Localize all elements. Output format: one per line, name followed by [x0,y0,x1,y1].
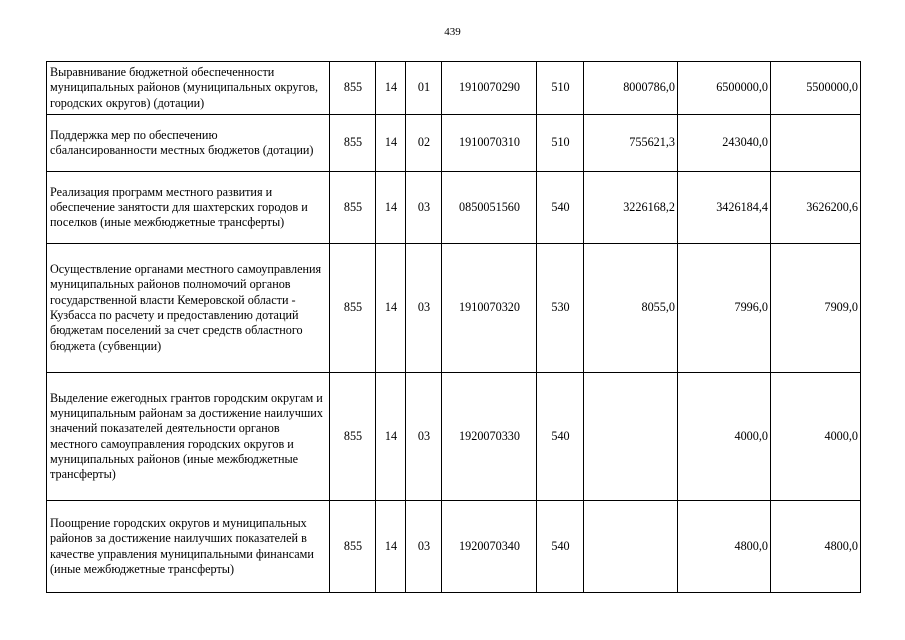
amount-year2-cell: 4000,0 [678,373,771,501]
target-item-code-cell: 1910070320 [442,244,537,373]
target-item-code-cell: 1910070290 [442,62,537,115]
row-name-cell: Поощрение городских округов и муниципальных районов за достижение наилучших показателей в качестве управления муниципальными финансами (иные межбюджетные трансферты) [47,501,330,593]
section-code-cell: 14 [376,172,406,244]
target-item-code-cell: 1920070330 [442,373,537,501]
amount-year2-cell: 6500000,0 [678,62,771,115]
ministry-code-cell: 855 [330,373,376,501]
subsection-code-cell: 03 [406,501,442,593]
row-name-cell: Поддержка мер по обеспечению сбалансированности местных бюджетов (дотации) [47,115,330,172]
section-code-cell: 14 [376,501,406,593]
amount-year3-cell: 5500000,0 [771,62,861,115]
expense-type-code-cell: 530 [537,244,584,373]
amount-year3-cell [771,115,861,172]
expense-type-code-cell: 510 [537,115,584,172]
amount-year2-cell: 7996,0 [678,244,771,373]
budget-table [46,61,861,593]
amount-year1-cell [584,501,678,593]
amount-year2-cell: 4800,0 [678,501,771,593]
amount-year3-cell: 4000,0 [771,373,861,501]
target-item-code-cell: 0850051560 [442,172,537,244]
table-row [47,501,861,593]
section-code-cell: 14 [376,115,406,172]
expense-type-code-cell: 540 [537,373,584,501]
ministry-code-cell: 855 [330,244,376,373]
section-code-cell: 14 [376,62,406,115]
row-name-cell: Выравнивание бюджетной обеспеченности муниципальных районов (муниципальных округов, городских округов) (дотации) [47,62,330,115]
amount-year3-cell: 4800,0 [771,501,861,593]
subsection-code-cell: 03 [406,373,442,501]
amount-year1-cell [584,373,678,501]
table-row [47,172,861,244]
row-name-cell: Выделение ежегодных грантов городским округам и муниципальным районам за достижение наилучших значений показателей деятельности органов местного самоуправления городских округов и муниципальных районов (иные межбюджетные трансферты) [47,373,330,501]
ministry-code-cell: 855 [330,115,376,172]
table-row [47,115,861,172]
amount-year3-cell: 3626200,6 [771,172,861,244]
row-name-cell: Реализация программ местного развития и обеспечение занятости для шахтерских городов и поселков (иные межбюджетные трансферты) [47,172,330,244]
expense-type-code-cell: 540 [537,501,584,593]
section-code-cell: 14 [376,373,406,501]
ministry-code-cell: 855 [330,501,376,593]
amount-year1-cell: 8000786,0 [584,62,678,115]
subsection-code-cell: 03 [406,244,442,373]
amount-year2-cell: 3426184,4 [678,172,771,244]
amount-year1-cell: 8055,0 [584,244,678,373]
table-row [47,373,861,501]
amount-year2-cell: 243040,0 [678,115,771,172]
ministry-code-cell: 855 [330,62,376,115]
page-number: 439 [444,26,461,38]
expense-type-code-cell: 510 [537,62,584,115]
row-name-cell: Осуществление органами местного самоуправления муниципальных районов полномочий органов государственной власти Кемеровской области - Кузбасса по расчету и предоставлению дотаций бюджетам поселений за счет средств областного бюджета (субвенции) [47,244,330,373]
subsection-code-cell: 02 [406,115,442,172]
target-item-code-cell: 1910070310 [442,115,537,172]
ministry-code-cell: 855 [330,172,376,244]
subsection-code-cell: 03 [406,172,442,244]
subsection-code-cell: 01 [406,62,442,115]
amount-year3-cell: 7909,0 [771,244,861,373]
amount-year1-cell: 755621,3 [584,115,678,172]
table-row [47,244,861,373]
amount-year1-cell: 3226168,2 [584,172,678,244]
section-code-cell: 14 [376,244,406,373]
table-row [47,62,861,115]
expense-type-code-cell: 540 [537,172,584,244]
target-item-code-cell: 1920070340 [442,501,537,593]
